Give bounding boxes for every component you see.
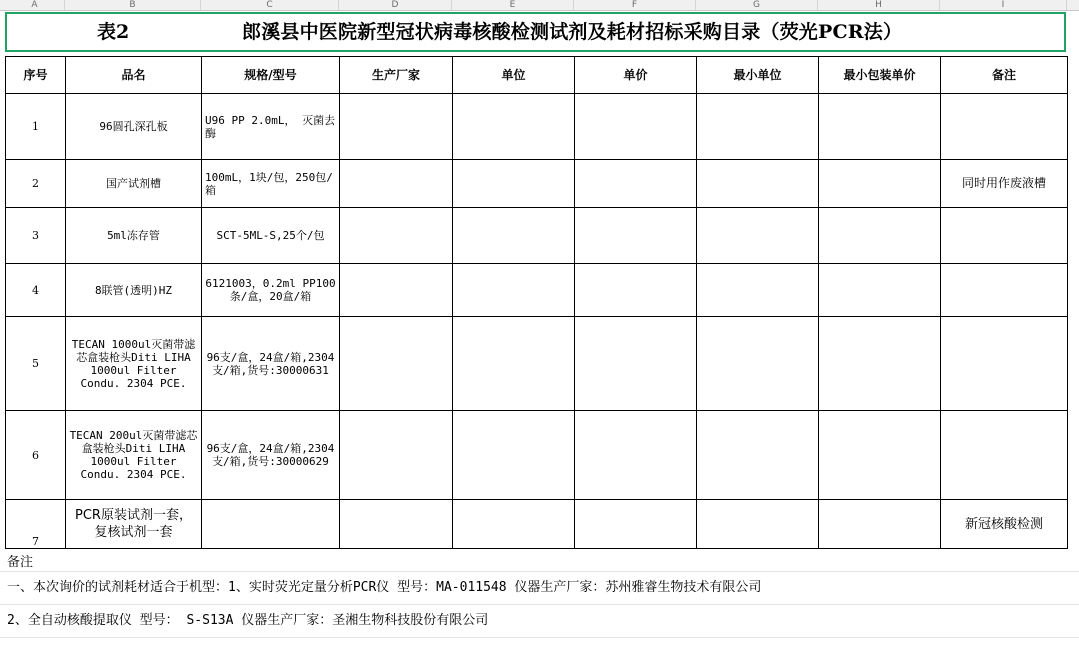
cell-spec[interactable]: 100mL，1块/包，250包/箱: [202, 160, 340, 208]
cell-empty[interactable]: [575, 208, 697, 264]
table-row: [6, 411, 1068, 500]
cell-empty[interactable]: [453, 94, 575, 160]
cell-no[interactable]: 6: [6, 411, 66, 500]
cell-no[interactable]: 3: [6, 208, 66, 264]
cell-empty[interactable]: [575, 160, 697, 208]
header-cell-manufacturer[interactable]: 生产厂家: [340, 57, 453, 94]
cell-empty[interactable]: [340, 94, 453, 160]
header-cell-no[interactable]: 序号: [6, 57, 66, 94]
cell-empty[interactable]: [453, 411, 575, 500]
header-cell-spec[interactable]: 规格/型号: [202, 57, 340, 94]
cell-empty[interactable]: [697, 264, 819, 317]
remark-label[interactable]: 备注: [7, 555, 34, 570]
column-header-d[interactable]: D: [339, 0, 452, 10]
cell-empty[interactable]: [340, 317, 453, 411]
table-row: [6, 94, 1068, 160]
gridline: [0, 571, 1079, 572]
cell-name[interactable]: 国产试剂槽: [66, 160, 202, 208]
cell-empty[interactable]: [697, 500, 819, 549]
cell-empty[interactable]: [340, 160, 453, 208]
cell-empty[interactable]: [340, 411, 453, 500]
column-header-f[interactable]: F: [574, 0, 696, 10]
cell-empty[interactable]: [819, 317, 941, 411]
column-header-a[interactable]: A: [5, 0, 65, 10]
cell-empty[interactable]: [453, 500, 575, 549]
column-header-h[interactable]: H: [818, 0, 940, 10]
column-header-e[interactable]: E: [452, 0, 574, 10]
cell-empty[interactable]: [340, 264, 453, 317]
cell-empty[interactable]: [340, 500, 453, 549]
header-cell-price[interactable]: 单价: [575, 57, 697, 94]
table-row: [6, 264, 1068, 317]
header-cell-remark[interactable]: 备注: [941, 57, 1068, 94]
table-row: [6, 500, 1068, 549]
remark-line-1[interactable]: 一、本次询价的试剂耗材适合于机型：1、实时荧光定量分析PCR仪 型号：MA-011548 仪器生产厂家：苏州雅睿生物技术有限公司: [7, 580, 762, 595]
cell-name[interactable]: 96圆孔深孔板: [66, 94, 202, 160]
cell-spec[interactable]: 96支/盒，24盒/箱,2304支/箱,货号:30000629: [202, 411, 340, 500]
cell-empty[interactable]: [819, 160, 941, 208]
cell-no[interactable]: 5: [6, 317, 66, 411]
cell-empty[interactable]: [819, 94, 941, 160]
cell-no[interactable]: 4: [6, 264, 66, 317]
table-row: [6, 160, 1068, 208]
header-row: [6, 57, 1068, 94]
cell-no[interactable]: 7: [6, 500, 66, 549]
cell-name[interactable]: TECAN 200ul灭菌带滤芯盒装枪头Diti LIHA 1000ul Filter Condu. 2304 PCE.: [66, 411, 202, 500]
cell-empty[interactable]: [453, 317, 575, 411]
cell-remark[interactable]: [941, 208, 1068, 264]
column-header-b[interactable]: B: [65, 0, 201, 10]
table-number: 表2: [97, 21, 130, 43]
cell-name[interactable]: 5ml冻存管: [66, 208, 202, 264]
cell-empty[interactable]: [340, 208, 453, 264]
cell-name[interactable]: 8联管(透明)HZ: [66, 264, 202, 317]
cell-empty[interactable]: [697, 160, 819, 208]
cell-empty[interactable]: [453, 160, 575, 208]
column-header-c[interactable]: C: [201, 0, 339, 10]
cell-empty[interactable]: [697, 94, 819, 160]
title-cell[interactable]: [5, 12, 1066, 52]
cell-empty[interactable]: [819, 264, 941, 317]
column-header-i[interactable]: I: [940, 0, 1067, 10]
cell-empty[interactable]: [819, 208, 941, 264]
cell-remark[interactable]: [941, 94, 1068, 160]
cell-remark[interactable]: 同时用作废液槽: [941, 160, 1068, 208]
header-cell-min-pack-price[interactable]: 最小包装单价: [819, 57, 941, 94]
cell-name[interactable]: TECAN 1000ul灭菌带滤芯盒装枪头Diti LIHA 1000ul Filter Condu. 2304 PCE.: [66, 317, 202, 411]
cell-spec[interactable]: 6121003，0.2ml PP100条/盒，20盒/箱: [202, 264, 340, 317]
header-cell-unit[interactable]: 单位: [453, 57, 575, 94]
cell-empty[interactable]: [697, 411, 819, 500]
cell-empty[interactable]: [819, 411, 941, 500]
gridline: [0, 604, 1079, 605]
cell-spec[interactable]: [202, 500, 340, 549]
gridline: [0, 637, 1079, 638]
column-header-bar: [0, 0, 1079, 11]
remark-line-2[interactable]: 2、全自动核酸提取仪 型号： S-S13A 仪器生产厂家：圣湘生物科技股份有限公司: [7, 613, 489, 628]
header-cell-min-unit[interactable]: 最小单位: [697, 57, 819, 94]
cell-empty[interactable]: [575, 94, 697, 160]
header-cell-name[interactable]: 品名: [66, 57, 202, 94]
cell-empty[interactable]: [453, 264, 575, 317]
cell-empty[interactable]: [697, 317, 819, 411]
cell-empty[interactable]: [697, 208, 819, 264]
cell-empty[interactable]: [575, 317, 697, 411]
cell-remark[interactable]: [941, 264, 1068, 317]
cell-no[interactable]: 2: [6, 160, 66, 208]
procurement-table: [5, 56, 1068, 549]
cell-spec[interactable]: U96 PP 2.0mL， 灭菌去酶: [202, 94, 340, 160]
cell-no[interactable]: 1: [6, 94, 66, 160]
table-row: [6, 208, 1068, 264]
table-row: [6, 317, 1068, 411]
cell-empty[interactable]: [575, 411, 697, 500]
cell-empty[interactable]: [575, 500, 697, 549]
page-title: 郎溪县中医院新型冠状病毒核酸检测试剂及耗材招标采购目录（荧光PCR法）: [242, 21, 903, 43]
cell-remark[interactable]: 新冠核酸检测: [941, 500, 1068, 549]
cell-spec[interactable]: 96支/盒，24盒/箱,2304支/箱,货号:30000631: [202, 317, 340, 411]
column-header-g[interactable]: G: [696, 0, 818, 10]
cell-spec[interactable]: SCT-5ML-S,25个/包: [202, 208, 340, 264]
cell-empty[interactable]: [575, 264, 697, 317]
cell-name[interactable]: PCR原装试剂一套，复核试剂一套: [66, 500, 202, 549]
cell-remark[interactable]: [941, 317, 1068, 411]
cell-empty[interactable]: [453, 208, 575, 264]
cell-empty[interactable]: [819, 500, 941, 549]
cell-remark[interactable]: [941, 411, 1068, 500]
